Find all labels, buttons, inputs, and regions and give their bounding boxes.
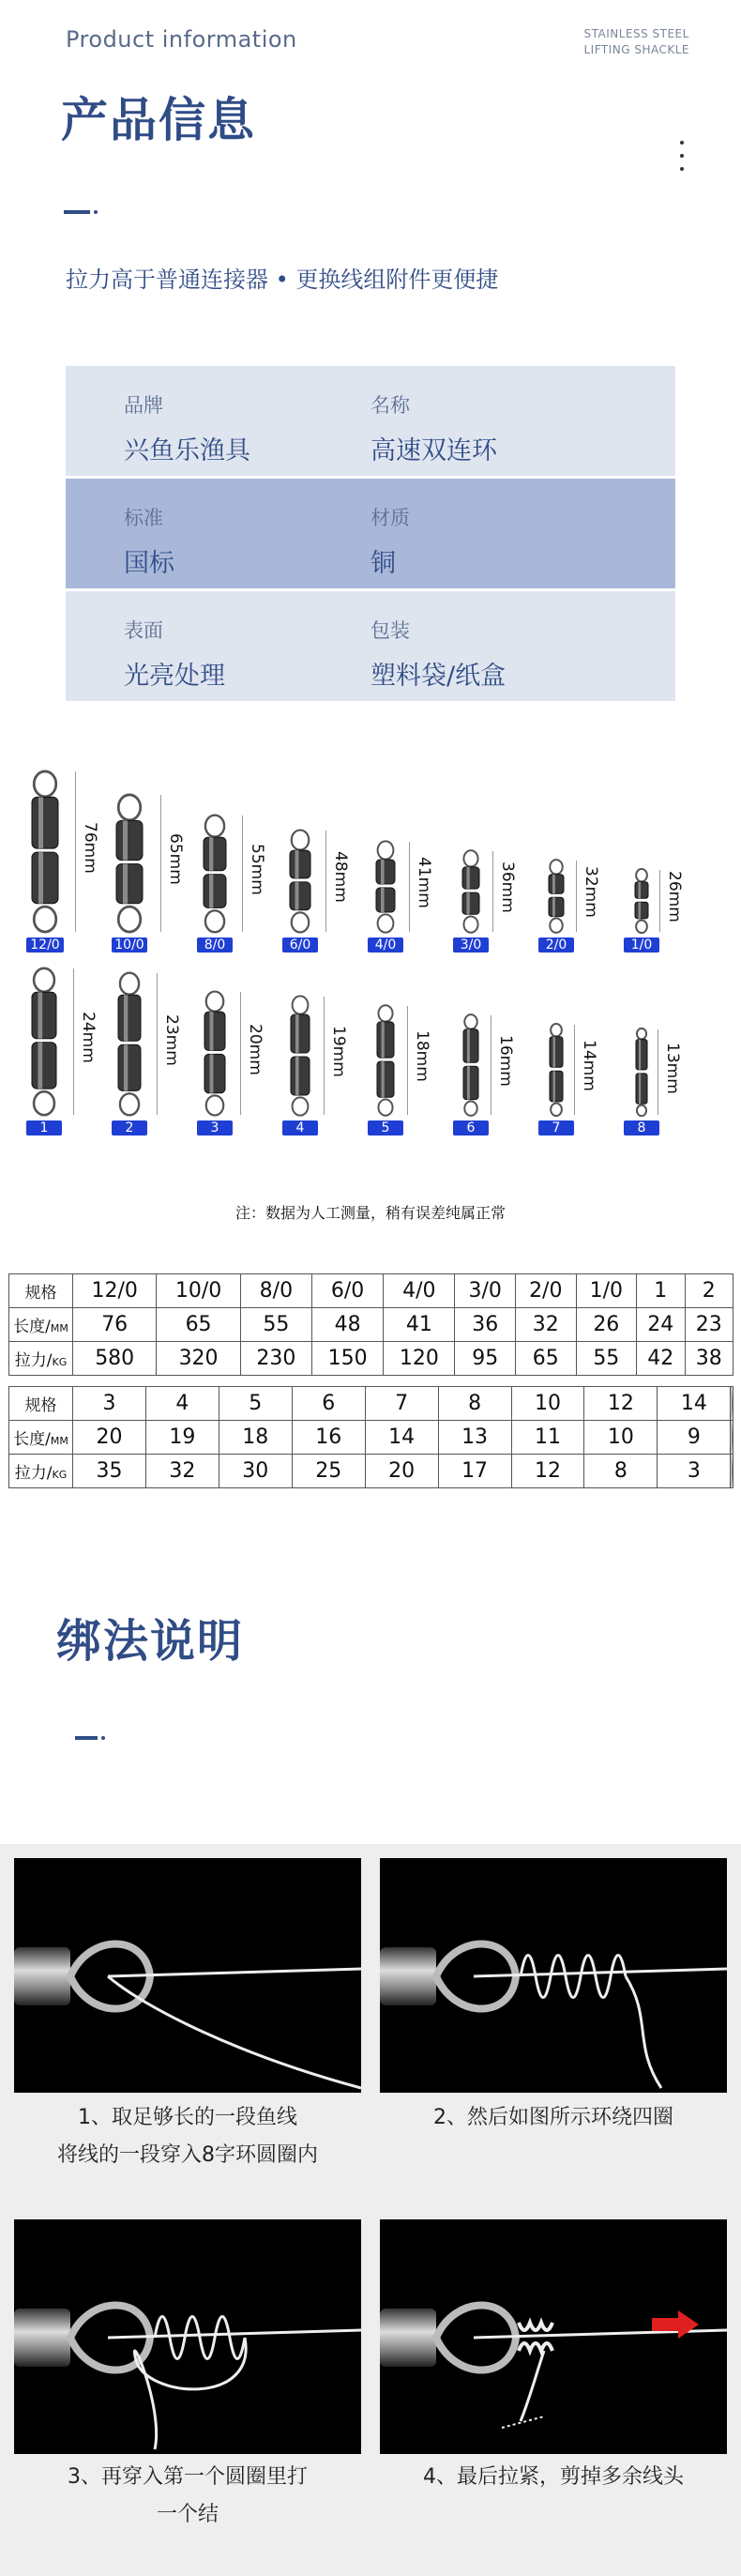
spec-empty-cell <box>731 1387 733 1421</box>
shackle-icon <box>374 1004 397 1117</box>
spec-cell: 6/0 <box>311 1274 383 1308</box>
length-label: 18mm <box>413 1030 431 1082</box>
size-badge: 8/0 <box>197 937 233 953</box>
spec-cell: 48 <box>311 1308 383 1342</box>
step-2-image <box>380 1858 727 2093</box>
spec-header-cell <box>9 1455 73 1488</box>
spec-cell: 1 <box>637 1274 685 1308</box>
spec-header-label: 规格 <box>24 1396 57 1415</box>
shackle-icon <box>546 859 567 934</box>
title-accent-dot <box>94 210 98 214</box>
spec-cell: 5 <box>219 1387 292 1421</box>
spec-cell: 41 <box>384 1308 455 1342</box>
shackle-item <box>624 868 659 953</box>
size-badge: 7 <box>538 1120 574 1136</box>
size-badge: 1/0 <box>624 937 659 953</box>
info-cell <box>370 366 675 476</box>
spec-cell: 36 <box>455 1308 516 1342</box>
spec-cell: 8/0 <box>240 1274 311 1308</box>
tying-accent-bar <box>75 1736 98 1740</box>
spec-cell: 24 <box>637 1308 685 1342</box>
size-badge: 2 <box>112 1120 147 1136</box>
spec-cell: 2/0 <box>516 1274 577 1308</box>
length-label: 20mm <box>246 1023 265 1075</box>
info-value: 国标 <box>124 549 174 578</box>
spec-cell: 4/0 <box>384 1274 455 1308</box>
spec-row-tension <box>9 1342 733 1376</box>
size-badge: 3 <box>197 1120 233 1136</box>
spec-row-length <box>9 1421 733 1455</box>
spec-cell: 14 <box>658 1387 731 1421</box>
step-4-image <box>380 2219 727 2454</box>
spec-header-label: 拉力/ <box>14 1351 53 1370</box>
length-line <box>492 851 493 932</box>
length-label: 48mm <box>331 851 350 903</box>
spec-cell: 3 <box>658 1455 731 1488</box>
shackle-item <box>368 1004 403 1136</box>
spec-cell: 8 <box>584 1455 658 1488</box>
length-line <box>242 815 243 932</box>
length-line <box>73 968 74 1115</box>
spec-cell: 6 <box>292 1387 365 1421</box>
info-row <box>66 479 675 591</box>
info-cell <box>66 591 370 701</box>
spec-cell: 8 <box>438 1387 511 1421</box>
size-badge: 4/0 <box>368 937 403 953</box>
spec-cell: 20 <box>73 1421 146 1455</box>
title-accent-bar <box>64 210 90 214</box>
spec-cell: 14 <box>365 1421 438 1455</box>
info-value: 兴鱼乐渔具 <box>124 436 250 465</box>
step-2-caption <box>375 2099 732 2137</box>
spec-cell: 13 <box>438 1421 511 1455</box>
shackle-icon <box>632 868 651 934</box>
size-badge: 12/0 <box>26 937 64 953</box>
shackle-item <box>26 770 64 953</box>
length-line <box>160 795 161 932</box>
info-cell <box>66 479 370 588</box>
spec-header-label: 拉力/ <box>14 1464 53 1483</box>
length-label: 24mm <box>79 1012 98 1063</box>
info-value: 塑料袋/纸盒 <box>370 662 507 691</box>
spec-cell: 23 <box>685 1308 733 1342</box>
spec-cell: 65 <box>157 1308 240 1342</box>
spec-header-cell <box>9 1274 73 1308</box>
length-label: 65mm <box>166 833 185 885</box>
size-badge: 6/0 <box>282 937 318 953</box>
spec-row-tension <box>9 1455 733 1488</box>
info-value: 高速双连环 <box>370 436 497 465</box>
spec-table-1 <box>8 1273 733 1376</box>
header-subtitle-line1: STAINLESS STEEL <box>583 27 689 40</box>
spec-cell: 76 <box>73 1308 157 1342</box>
step-4-caption <box>375 2459 732 2496</box>
more-options-icon[interactable] <box>680 141 686 171</box>
length-line <box>75 771 76 932</box>
step-1-image <box>14 1858 361 2093</box>
tying-steps <box>0 1844 741 2576</box>
size-badge: 8 <box>624 1120 659 1136</box>
spec-cell: 150 <box>311 1342 383 1376</box>
spec-header-label: 长度/ <box>13 1430 51 1449</box>
step-1-caption-line1: 1、取足够长的一段鱼线 <box>78 2106 297 2129</box>
info-value: 铜 <box>370 549 396 578</box>
step-1-caption <box>9 2099 366 2174</box>
shackle-item <box>282 995 318 1136</box>
spec-unit: KG <box>52 1469 68 1481</box>
length-label: 36mm <box>498 861 517 913</box>
spec-cell: 1/0 <box>576 1274 637 1308</box>
product-info-table <box>66 366 675 704</box>
spec-cell: 12 <box>584 1387 658 1421</box>
shackle-icon <box>547 1023 566 1117</box>
spec-cell: 32 <box>516 1308 577 1342</box>
page-title: 产品信息 <box>61 93 256 147</box>
length-label: 16mm <box>496 1035 515 1087</box>
shackle-item <box>197 990 233 1136</box>
shackle-item <box>112 971 147 1136</box>
shackle-row-1 <box>19 765 722 953</box>
step-1-caption-line2: 将线的一段穿入8字环圆圈内 <box>57 2143 318 2167</box>
spec-cell: 10/0 <box>157 1274 240 1308</box>
shackle-icon <box>29 770 61 934</box>
step-4-caption-line1: 4、最后拉紧，剪掉多余线头 <box>423 2465 684 2489</box>
length-line <box>574 1025 575 1115</box>
spec-cell: 55 <box>240 1308 311 1342</box>
length-line <box>407 1006 408 1115</box>
info-cell <box>370 591 675 701</box>
shackle-item <box>26 967 62 1136</box>
spec-cell: 3/0 <box>455 1274 516 1308</box>
info-label: 品牌 <box>124 394 163 417</box>
size-badge: 1 <box>26 1120 62 1136</box>
length-label: 76mm <box>81 821 99 874</box>
length-label: 26mm <box>665 871 684 922</box>
shackle-icon <box>29 967 59 1117</box>
length-label: 14mm <box>580 1040 598 1091</box>
spec-cell: 320 <box>157 1342 240 1376</box>
spec-cell: 18 <box>219 1421 292 1455</box>
info-cell <box>66 366 370 476</box>
spec-row-length <box>9 1308 733 1342</box>
spec-cell: 32 <box>145 1455 219 1488</box>
shackle-icon <box>115 971 144 1117</box>
spec-cell: 95 <box>455 1342 516 1376</box>
length-line <box>240 992 241 1115</box>
spec-cell: 25 <box>292 1455 365 1488</box>
step-3-caption-line1: 3、再穿入第一个圆圈里打 <box>68 2465 308 2489</box>
info-label: 材质 <box>370 507 410 529</box>
header-title-en: Product information <box>66 26 297 53</box>
spec-cell: 30 <box>219 1455 292 1488</box>
spec-cell: 7 <box>365 1387 438 1421</box>
spec-header-label: 长度/ <box>13 1318 51 1336</box>
spec-row-size <box>9 1274 733 1308</box>
size-badge: 6 <box>453 1120 489 1136</box>
spec-cell: 9 <box>658 1421 731 1455</box>
shackle-item <box>538 859 574 953</box>
tagline: 拉力高于普通连接器 • 更换线组附件更便捷 <box>66 267 499 293</box>
spec-cell: 26 <box>576 1308 637 1342</box>
tying-section-title: 绑法说明 <box>56 1615 245 1668</box>
shackle-icon <box>633 1028 650 1117</box>
length-label: 23mm <box>162 1014 181 1066</box>
length-label: 13mm <box>663 1042 682 1094</box>
shackle-item <box>368 840 403 953</box>
spec-empty-cell <box>731 1421 733 1455</box>
spec-cell: 4 <box>145 1387 219 1421</box>
shackle-icon <box>201 814 229 934</box>
spec-cell: 17 <box>438 1455 511 1488</box>
length-line <box>324 997 325 1115</box>
spec-cell: 16 <box>292 1421 365 1455</box>
shackle-icon <box>113 793 145 934</box>
spec-unit: MM <box>50 1322 68 1334</box>
length-line <box>325 831 326 932</box>
step-3-image <box>14 2219 361 2454</box>
shackle-icon <box>373 840 398 934</box>
shackle-row-2 <box>19 943 722 1136</box>
spec-header-cell <box>9 1342 73 1376</box>
shackle-item <box>453 849 489 953</box>
spec-cell: 65 <box>516 1342 577 1376</box>
step-2-caption-line1: 2、然后如图所示环绕四圈 <box>433 2106 673 2129</box>
tying-accent-dot <box>101 1736 105 1740</box>
shackle-item <box>624 1028 659 1136</box>
spec-row-size <box>9 1387 733 1421</box>
info-label: 名称 <box>370 394 410 417</box>
shackle-icon <box>461 1014 481 1117</box>
spec-cell: 230 <box>240 1342 311 1376</box>
info-cell <box>370 479 675 588</box>
length-line <box>409 842 410 932</box>
spec-table-2 <box>8 1386 733 1488</box>
spec-empty-cell <box>731 1455 733 1488</box>
spec-cell: 10 <box>584 1421 658 1455</box>
length-line <box>576 861 577 932</box>
shackle-icon <box>202 990 228 1117</box>
info-label: 包装 <box>370 619 410 642</box>
length-label: 32mm <box>582 866 600 918</box>
spec-cell: 2 <box>685 1274 733 1308</box>
size-badge: 5 <box>368 1120 403 1136</box>
shackle-icon <box>287 829 313 934</box>
spec-cell: 580 <box>73 1342 157 1376</box>
spec-cell: 20 <box>365 1455 438 1488</box>
info-row <box>66 366 675 479</box>
spec-cell: 3 <box>73 1387 146 1421</box>
info-label: 表面 <box>124 619 163 642</box>
spec-cell: 42 <box>637 1342 685 1376</box>
spec-header-label: 规格 <box>24 1284 57 1303</box>
spec-cell: 120 <box>384 1342 455 1376</box>
step-3-caption <box>9 2459 366 2534</box>
length-label: 55mm <box>248 844 266 895</box>
shackle-item <box>282 829 318 953</box>
shackle-icon <box>460 849 482 934</box>
spec-header-cell <box>9 1387 73 1421</box>
spec-unit: MM <box>50 1435 68 1447</box>
info-label: 标准 <box>124 507 163 529</box>
spec-cell: 38 <box>685 1342 733 1376</box>
size-badge: 3/0 <box>453 937 489 953</box>
length-label: 19mm <box>329 1026 348 1077</box>
size-badge: 4 <box>282 1120 318 1136</box>
info-value: 光亮处理 <box>124 662 225 691</box>
spec-unit: KG <box>52 1356 68 1368</box>
spec-header-cell <box>9 1308 73 1342</box>
size-badge: 2/0 <box>538 937 574 953</box>
spec-cell: 55 <box>576 1342 637 1376</box>
length-line <box>659 870 660 932</box>
step-3-caption-line2: 一个结 <box>156 2503 219 2526</box>
length-label: 41mm <box>415 857 433 908</box>
length-line <box>157 973 158 1115</box>
spec-cell: 10 <box>511 1387 584 1421</box>
shackle-item <box>453 1014 489 1136</box>
header-subtitle-line2: LIFTING SHACKLE <box>583 43 689 56</box>
shackle-item <box>197 814 233 953</box>
spec-cell: 12/0 <box>73 1274 157 1308</box>
spec-cell: 12 <box>511 1455 584 1488</box>
shackle-item <box>112 793 147 953</box>
measurement-note: 注：数据为人工测量，稍有误差纯属正常 <box>234 1204 506 1222</box>
shackle-icon <box>288 995 312 1117</box>
size-badge: 10/0 <box>112 937 147 953</box>
spec-cell: 11 <box>511 1421 584 1455</box>
spec-cell: 35 <box>73 1455 146 1488</box>
spec-header-cell <box>9 1421 73 1455</box>
spec-cell: 19 <box>145 1421 219 1455</box>
shackle-item <box>538 1023 574 1136</box>
info-row <box>66 591 675 704</box>
header-subtitle <box>583 26 689 58</box>
